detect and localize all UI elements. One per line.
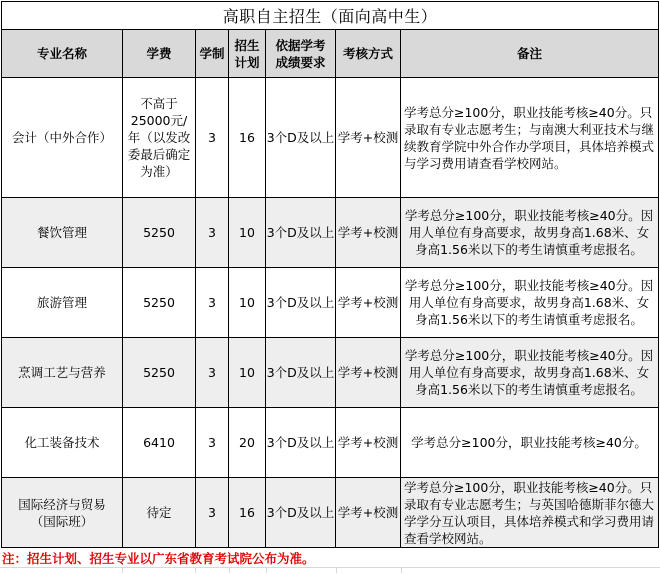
cell-remark: 学考总分≥100分，职业技能考核≥40分。只录取有专业志愿考生；与南澳大利亚技术与继续教育学院中外合作办学项目，具体培养模式与学习费用请查看学校网站。 xyxy=(401,78,659,198)
spreadsheet-gridline xyxy=(401,567,402,573)
cell-duration: 3 xyxy=(196,198,229,268)
cell-exam: 学考+校测 xyxy=(336,478,401,548)
cell-requirement: 3个D及以上 xyxy=(266,78,336,198)
cell-requirement: 3个D及以上 xyxy=(266,338,336,408)
spreadsheet-gridline xyxy=(195,567,196,573)
table-row xyxy=(2,408,659,478)
table-row xyxy=(2,78,659,198)
cell-major: 会计（中外合作） xyxy=(2,78,123,198)
cell-plan: 16 xyxy=(229,478,266,548)
cell-plan: 10 xyxy=(229,268,266,338)
cell-duration: 3 xyxy=(196,478,229,548)
cell-major: 国际经济与贸易（国际班） xyxy=(2,478,123,548)
table-row xyxy=(2,198,659,268)
header-major: 专业名称 xyxy=(2,30,123,78)
header-plan-line1: 招生 xyxy=(234,37,260,53)
cell-plan: 10 xyxy=(229,338,266,408)
cell-major: 烹调工艺与营养 xyxy=(2,338,123,408)
header-plan xyxy=(229,30,266,78)
cell-plan: 20 xyxy=(229,408,266,478)
spreadsheet-gridline xyxy=(122,567,123,573)
spreadsheet-gridline xyxy=(336,567,337,573)
cell-duration: 3 xyxy=(196,338,229,408)
cell-tuition: 5250 xyxy=(123,338,196,408)
cell-remark: 学考总分≥100分，职业技能考核≥40分。因用人单位有身高要求，故男身高1.68米、女身高1.56米以下的考生请慎重考虑报名。 xyxy=(401,338,659,408)
cell-duration: 3 xyxy=(196,78,229,198)
cell-tuition: 5250 xyxy=(123,198,196,268)
cell-remark: 学考总分≥100分，职业技能考核≥40分。因用人单位有身高要求，故男身高1.68米、女身高1.56米以下的考生请慎重考虑报名。 xyxy=(401,198,659,268)
cell-exam: 学考+校测 xyxy=(336,78,401,198)
cell-tuition: 不高于25000元/年（以发改委最后确定为准） xyxy=(123,78,196,198)
cell-exam: 学考+校测 xyxy=(336,198,401,268)
header-req-line2: 成绩要求 xyxy=(275,54,326,70)
table-row xyxy=(2,338,659,408)
header-plan-line2: 计划 xyxy=(234,54,260,70)
spreadsheet-gridline xyxy=(266,567,267,573)
header-requirement xyxy=(266,30,336,78)
admissions-table xyxy=(1,1,659,548)
cell-requirement: 3个D及以上 xyxy=(266,268,336,338)
cell-remark: 学考总分≥100分，职业技能考核≥40分。只录取有专业志愿考生；与英国哈德斯菲尔德大学学分互认项目，具体培养模式和学习费用请查看学校网站。 xyxy=(401,478,659,548)
table-row xyxy=(2,478,659,548)
header-req-line1: 依据学考 xyxy=(275,37,326,53)
cell-requirement: 3个D及以上 xyxy=(266,408,336,478)
cell-tuition: 6410 xyxy=(123,408,196,478)
cell-exam: 学考+校测 xyxy=(336,338,401,408)
cell-exam: 学考+校测 xyxy=(336,268,401,338)
cell-major: 化工装备技术 xyxy=(2,408,123,478)
cell-exam: 学考+校测 xyxy=(336,408,401,478)
footnote: 注：招生计划、招生专业以广东省教育考试院公布为准。 xyxy=(2,551,315,566)
cell-plan: 10 xyxy=(229,198,266,268)
cell-plan: 16 xyxy=(229,78,266,198)
cell-duration: 3 xyxy=(196,268,229,338)
cell-requirement: 3个D及以上 xyxy=(266,198,336,268)
header-remark: 备注 xyxy=(401,30,659,78)
header-exam: 考核方式 xyxy=(336,30,401,78)
cell-tuition: 5250 xyxy=(123,268,196,338)
header-duration: 学制 xyxy=(196,30,229,78)
cell-requirement: 3个D及以上 xyxy=(266,478,336,548)
cell-major: 餐饮管理 xyxy=(2,198,123,268)
table-title: 高职自主招生（面向高中生） xyxy=(2,2,659,30)
table-row xyxy=(2,268,659,338)
cell-major: 旅游管理 xyxy=(2,268,123,338)
cell-duration: 3 xyxy=(196,408,229,478)
admissions-table-sheet xyxy=(1,1,658,548)
header-row xyxy=(2,30,659,78)
header-tuition: 学费 xyxy=(123,30,196,78)
cell-tuition: 待定 xyxy=(123,478,196,548)
cell-remark: 学考总分≥100分，职业技能考核≥40分。 xyxy=(401,408,659,478)
cell-remark: 学考总分≥100分，职业技能考核≥40分。因用人单位有身高要求，故男身高1.68米、女身高1.56米以下的考生请慎重考虑报名。 xyxy=(401,268,659,338)
spreadsheet-gridline xyxy=(229,567,230,573)
